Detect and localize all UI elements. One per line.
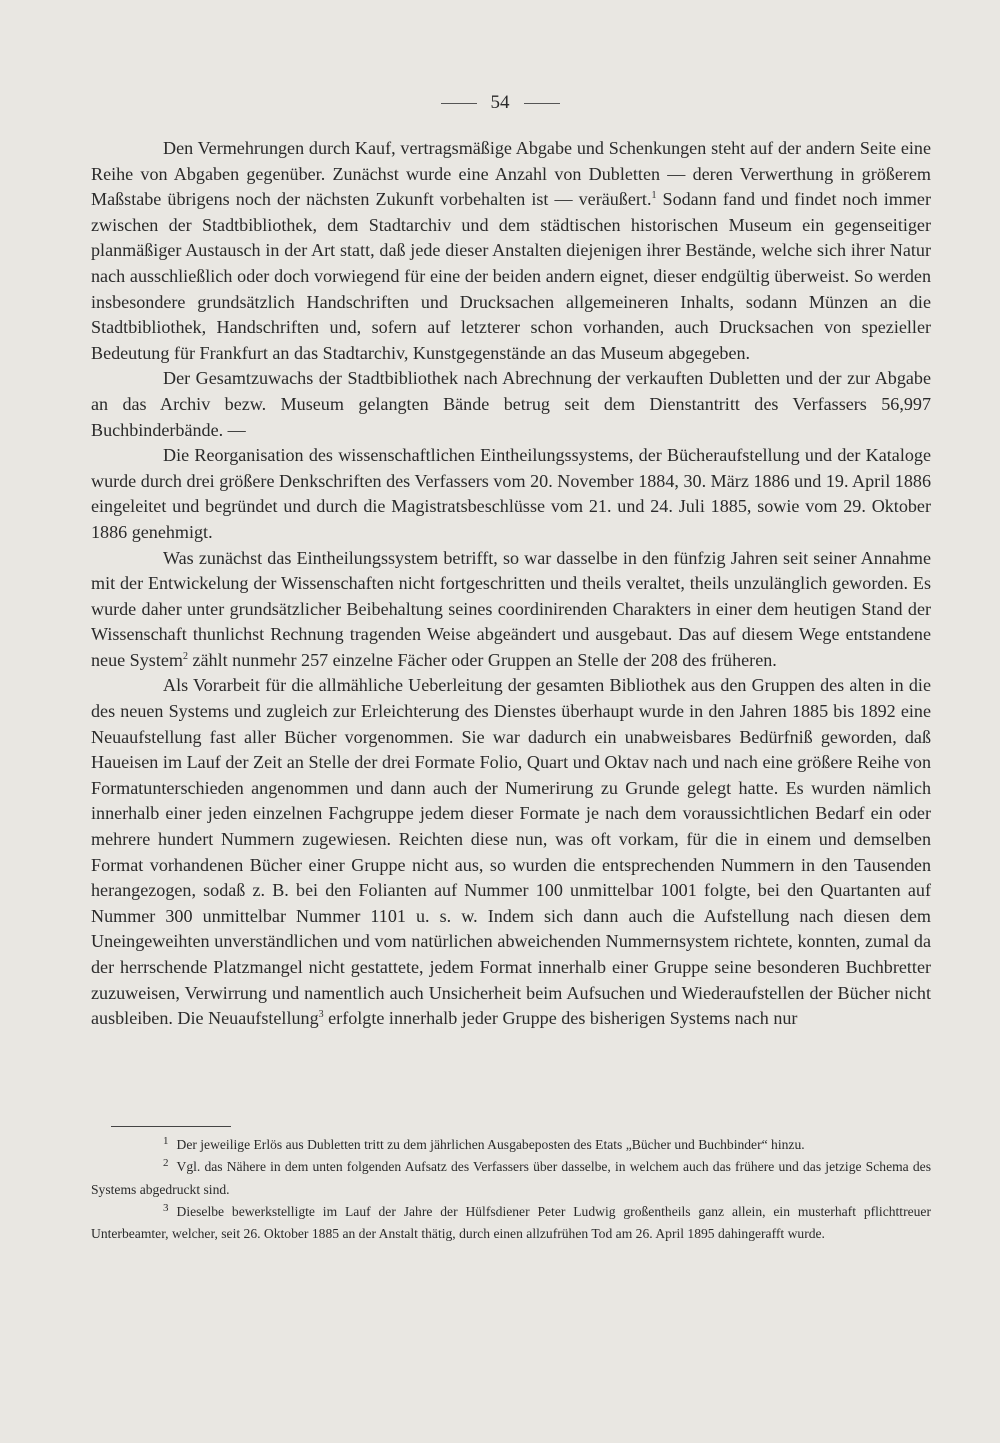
page-number: 54 xyxy=(490,92,510,113)
paragraph-text: Die Reorganisation des wissenschaftlichen Eintheilungssystems, der Bücheraufstellung und der Kataloge wurde durch drei größere Denkschriften des Verfassers vom 20. November 1884, 30. März 1886 und 19. April 1886 eingeleitet und begründet und durch die Magistratsbeschlüsse vom 21. und 24. Juli 1885, sowie vom 29. Oktober 1886 genehmigt. xyxy=(91,445,931,542)
body-text xyxy=(91,136,931,1032)
footnote-reference: 1 xyxy=(651,190,657,202)
paragraph-text: erfolgte innerhalb jeder Gruppe des bisherigen Systems nach nur xyxy=(323,1008,798,1029)
footnote xyxy=(91,1156,931,1201)
page-header xyxy=(0,92,1000,114)
header-rule-right xyxy=(524,103,560,104)
paragraph xyxy=(91,136,931,366)
footnote xyxy=(91,1134,931,1156)
paragraph-text: Der Gesamtzuwachs der Stadtbibliothek nach Abrechnung der verkauften Dubletten und der zur Abgabe an das Archiv bezw. Museum gelangten Bände betrug seit dem Dienstantritt des Verfassers 56,997 Buchbinderbände. — xyxy=(91,368,931,440)
footnote-mark: 3 xyxy=(163,1201,169,1214)
footnote xyxy=(91,1201,931,1246)
paragraph xyxy=(91,366,931,443)
paragraph xyxy=(91,673,931,1031)
footnotes xyxy=(91,1134,931,1245)
header-rule-left xyxy=(441,103,477,104)
paragraph-text: zählt nunmehr 257 einzelne Fächer oder Gruppen an Stelle der 208 des früheren. xyxy=(187,649,777,670)
footnote-mark: 1 xyxy=(163,1135,169,1147)
paragraph-text: Als Vorarbeit für die allmähliche Ueberleitung der gesamten Bibliothek aus den Gruppen des alten in die des neuen Systems und zugleich zur Erleichterung des Dienstes überhaupt wurde in den Jahren 1885 bis 1892 eine Neuaufstellung fast aller Bücher vorgenommen. Sie war dadurch ein unabweisbares Bedürfniß geworden, daß Haueisen im Lauf der Zeit an Stelle der drei Formate Folio, Quart und Oktav nach und nach eine größere Reihe von Formatunterschieden angenommen und dann auch der Numerirung zu Grunde gelegt hatte. Es wurden nämlich innerhalb einer jeden einzelnen Fachgruppe jedem dieser Formate je nach dem voraussichtlichen Bedarf ein oder mehrere hundert Nummern zugewiesen. Reichten diese nun, was oft vorkam, für die in einem und demselben Format vorhandenen Bücher einer Gruppe nicht aus, so wurden die entsprechenden Nummern in den Tausenden herangezogen, sodaß z. B. bei den Folianten auf Nummer 100 unmittelbar 1001 folgte, bei den Quartanten auf Nummer 300 unmittelbar Nummer 1101 u. s. w. Indem sich dann auch die Aufstellung nach diesen dem Uneingeweihten unverständlichen und vom natürlichen abweichenden Nummernsystem richtete, konnten, zumal da der herrschende Platzmangel nicht gestattete, jedem Format innerhalb einer Gruppe seine besonderen Buchbretter zuzuweisen, Verwirrung und namentlich auch Unsicherheit beim Aufsuchen und Wiederaufstellen der Bücher nicht ausbleiben. Die Neuaufstellung xyxy=(91,675,931,1029)
footnote-divider xyxy=(111,1126,231,1127)
footnote-text: Dieselbe bewerkstelligte im Lauf der Jahre der Hülfsdiener Peter Ludwig großentheils ganz allein, ein musterhaft pflichttreuer Unterbeamter, welcher, seit 26. Oktober 1885 an der Anstalt thätig, durch einen allzufrühen Tod am 26. April 1895 dahingerafft wurde. xyxy=(91,1203,931,1242)
paragraph-text: Den Vermehrungen durch Kauf, vertragsmäßige Abgabe und Schenkungen steht auf der andern Seite eine Reihe von Abgaben gegenüber. Zunächst wurde eine Anzahl von Dubletten — deren Verwerthung in größerem Maßstabe übrigens noch der nächsten Zukunft vorbehalten ist — veräußert. xyxy=(91,138,931,210)
paragraph xyxy=(91,443,931,545)
paragraph-text: Was zunächst das Eintheilungssystem betrifft, so war dasselbe in den fünfzig Jahren seit seiner Annahme mit der Entwickelung der Wissenschaften nicht fortgeschritten und theils veraltet, theils unzulänglich geworden. Es wurde daher unter grundsätzlicher Beibehaltung seines coordinirenden Charakters in einer dem heutigen Stand der Wissenschaft thunlichst Rechnung tragenden Weise abgeändert und ausgebaut. Das auf diesem Wege entstandene neue System xyxy=(91,547,931,670)
paragraph xyxy=(91,546,931,674)
paragraph-text: Sodann fand und findet noch immer zwischen der Stadtbibliothek, dem Stadtarchiv und dem städtischen historischen Museum ein gegenseitiger planmäßiger Austausch in der Art statt, daß jede dieser Anstalten diejenigen ihrer Bestände, welche sich ihrer Natur nach ausschließlich oder doch vorwiegend für eine der beiden andern eignet, dieser endgültig überweist. So werden insbesondere grundsätzlich Handschriften und Drucksachen allgemeineren Inhalts, sodann Münzen an die Stadtbibliothek, Handschriften und, sofern auf letzterer schon vorhanden, auch Drucksachen von spezieller Bedeutung für Frankfurt an das Stadtarchiv, Kunstgegenstände an das Museum abgegeben. xyxy=(91,189,931,363)
footnote-text: Vgl. das Nähere in dem unten folgenden Aufsatz des Verfassers über dasselbe, in welchem auch das frühere und das jetzige Schema des Systems abgedruckt sind. xyxy=(91,1159,931,1197)
footnote-reference: 2 xyxy=(182,650,188,662)
footnote-text: Der jeweilige Erlös aus Dubletten tritt zu dem jährlichen Ausgabeposten des Etats „Bücher und Buchbinder“ hinzu. xyxy=(176,1137,805,1152)
footnote-reference: 3 xyxy=(318,1009,324,1021)
footnote-mark: 2 xyxy=(163,1157,169,1170)
